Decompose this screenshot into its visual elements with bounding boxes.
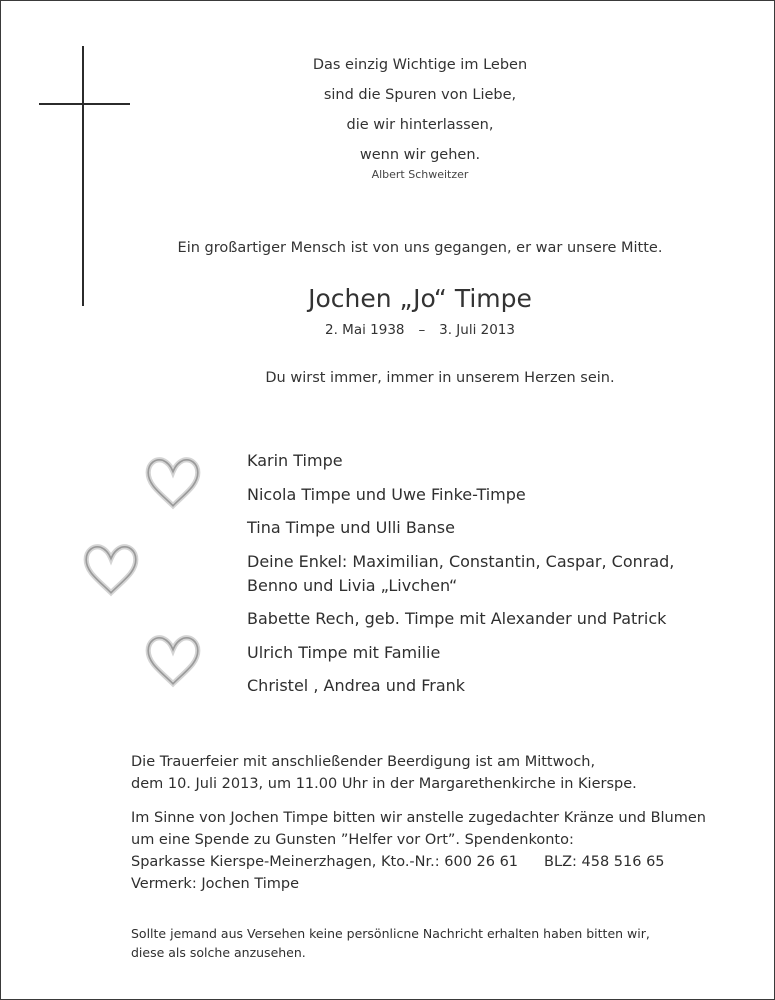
quote-line: wenn wir gehen.	[359, 147, 481, 163]
mourner-line: Benno und Livia „Livchen“	[247, 575, 458, 595]
intro-text: Ein großartiger Mensch ist von uns gegangen, er war unsere Mitte.	[177, 240, 663, 256]
cross-vertical-bar	[82, 46, 84, 306]
heart-icon	[142, 452, 204, 514]
quote-line: Das einzig Wichtige im Leben	[312, 57, 528, 73]
life-dates	[120, 322, 720, 338]
heart-icon	[80, 539, 142, 601]
mourner-entry: Tina Timpe und Ulli Banse	[247, 518, 455, 537]
mourner-entry: Karin Timpe	[247, 451, 343, 470]
bank-code: BLZ: 458 516 65	[544, 854, 665, 870]
mourners-list	[247, 449, 727, 708]
date-separator: –	[418, 322, 426, 338]
death-date: 3. Juli 2013	[439, 322, 515, 338]
donation-info	[131, 807, 731, 895]
mourner-entry: Babette Rech, geb. Timpe mit Alexander und Patrick	[247, 609, 667, 628]
funeral-info	[131, 751, 731, 795]
funeral-line: Die Trauerfeier mit anschließender Beerdigung ist am Mittwoch,	[131, 754, 596, 770]
account-number: Sparkasse Kierspe-Meinerzhagen, Kto.-Nr.: 600 26 61	[131, 854, 519, 870]
closing-note	[131, 924, 731, 962]
mourner-entry: Ulrich Timpe mit Familie	[247, 642, 441, 662]
heart-icon	[142, 630, 204, 692]
note-line: diese als solche anzusehen.	[131, 945, 306, 960]
quote-line: sind die Spuren von Liebe,	[323, 87, 517, 103]
birth-date: 2. Mai 1938	[325, 322, 405, 338]
donation-line: Vermerk: Jochen Timpe	[131, 876, 300, 892]
funeral-line: dem 10. Juli 2013, um 11.00 Uhr in der Margarethenkirche in Kierspe.	[131, 776, 637, 792]
note-line: Sollte jemand aus Versehen keine persönlicne Nachricht erhalten haben bitten wir,	[131, 926, 650, 941]
donation-line: Im Sinne von Jochen Timpe bitten wir anstelle zugedachter Kränze und Blumen	[131, 810, 706, 826]
quote-line: die wir hinterlassen,	[346, 117, 494, 133]
donation-line: um eine Spende zu Gunsten ”Helfer vor Ort”. Spendenkonto:	[131, 832, 574, 848]
mourner-line: Deine Enkel: Maximilian, Constantin, Caspar, Conrad,	[247, 551, 675, 571]
mourner-entry: Christel , Andrea und Frank	[247, 676, 466, 695]
quote-author: Albert Schweitzer	[371, 168, 469, 181]
quote-block	[220, 50, 620, 182]
cross-horizontal-bar	[39, 103, 130, 105]
mourner-entry: Nicola Timpe und Uwe Finke-Timpe	[247, 484, 526, 504]
donation-account-line	[131, 851, 731, 873]
tribute-text: Du wirst immer, immer in unserem Herzen sein.	[265, 370, 615, 386]
deceased-name: Jochen „Jo“ Timpe	[308, 284, 532, 313]
mourner-entry	[247, 550, 727, 598]
